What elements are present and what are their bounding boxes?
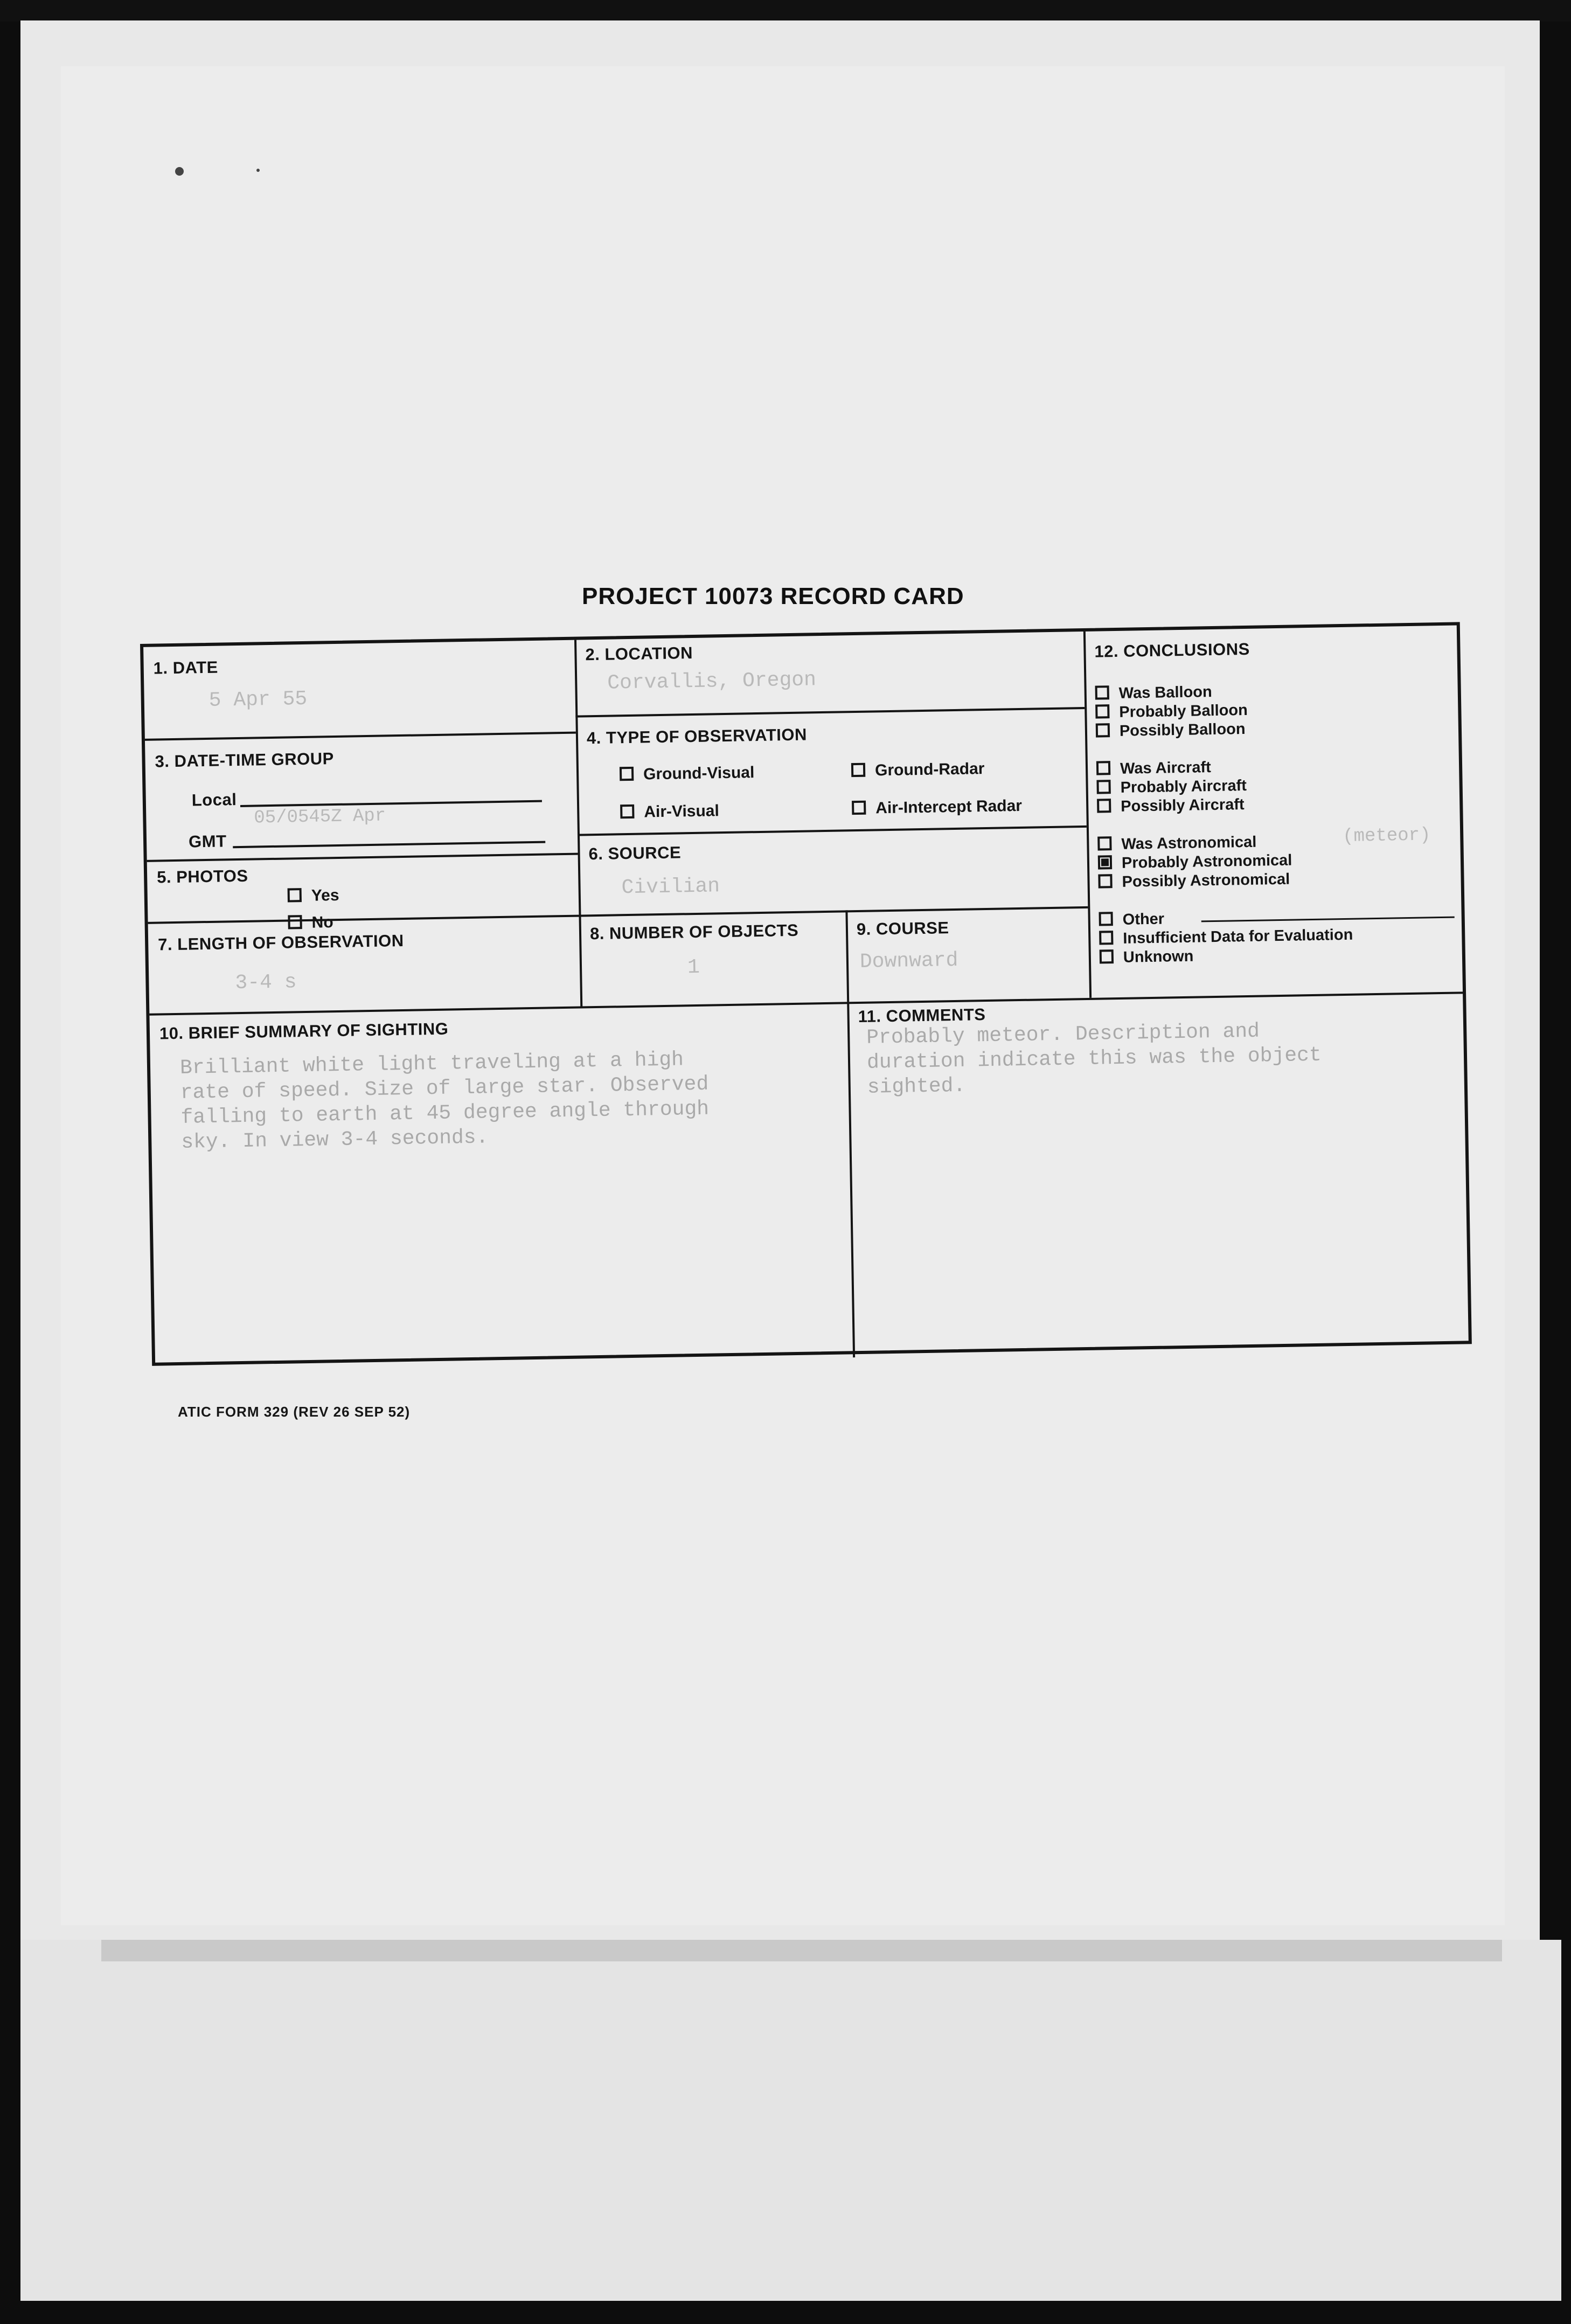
option-air-visual[interactable] [620, 802, 719, 822]
option-label: Yes [311, 886, 339, 905]
checkbox[interactable] [1096, 761, 1110, 775]
option-label: Ground-Visual [643, 764, 755, 783]
option-ground-radar[interactable] [851, 760, 985, 780]
dust-speck [175, 167, 184, 176]
source-value: Civilian [621, 875, 720, 900]
conclusion-label: Other [1122, 910, 1165, 928]
checkbox[interactable] [1095, 704, 1109, 718]
conclusion-option[interactable] [1096, 759, 1211, 779]
divider-row3-mid [579, 906, 1088, 917]
type-of-observation-label: 4. TYPE OF OBSERVATION [586, 725, 808, 748]
summary-text: Brilliant white light traveling at a high rate of speed. Size of large star. Observed falling to earth at 45 degree angle through sky. In view 3-4 seconds. [179, 1048, 710, 1154]
option-label: Air-Intercept Radar [875, 796, 1023, 817]
checkbox[interactable] [620, 804, 634, 818]
next-frame-edge [20, 1940, 1561, 2301]
conclusion-option[interactable] [1095, 702, 1248, 722]
divider-col-objects-course [845, 910, 849, 1002]
course-label: 9. COURSE [856, 918, 949, 939]
location-value: Corvallis, Oregon [607, 668, 817, 695]
date-label: 1. DATE [153, 657, 219, 678]
divider-row2-mid [578, 825, 1087, 836]
conclusion-option[interactable] [1099, 926, 1353, 948]
gmt-label: GMT [188, 831, 227, 851]
conclusion-label: Unknown [1123, 947, 1194, 966]
divider-row2-left [147, 853, 578, 862]
film-strip-shadow [101, 1940, 1502, 1961]
checkbox[interactable] [1097, 836, 1111, 850]
option-label: No [311, 913, 333, 932]
divider-col1 [574, 640, 582, 1007]
checkbox[interactable] [1095, 685, 1109, 699]
conclusion-option[interactable] [1097, 834, 1256, 854]
option-label: Air-Visual [644, 802, 720, 821]
option-ground-visual[interactable] [620, 764, 755, 784]
conclusion-label: Possibly Aircraft [1120, 796, 1245, 815]
conclusion-label: Was Balloon [1118, 683, 1212, 702]
form-number: ATIC FORM 329 (REV 26 SEP 52) [178, 1404, 411, 1420]
comments-text: Probably meteor. Description and duration indicate this was the object sighted. [866, 1019, 1322, 1099]
conclusion-label: Probably Astronomical [1121, 851, 1292, 872]
conclusion-label: Was Aircraft [1120, 759, 1212, 778]
conclusion-option[interactable] [1099, 911, 1164, 929]
gmt-underline [233, 841, 545, 849]
date-time-group-label: 3. DATE-TIME GROUP [155, 749, 335, 771]
course-value: Downward [859, 948, 958, 974]
other-underline [1201, 917, 1455, 922]
photos-no[interactable] [288, 913, 333, 932]
comments-label: 11. COMMENTS [858, 1005, 986, 1026]
option-air-intercept-radar[interactable] [852, 797, 1022, 818]
checkbox[interactable] [288, 915, 302, 929]
number-of-objects-value: 1 [687, 955, 700, 980]
divider-col2 [1083, 632, 1092, 998]
checkbox[interactable] [1096, 723, 1110, 737]
divider-row3-left [148, 915, 579, 924]
conclusion-label: Possibly Astronomical [1122, 870, 1290, 891]
checkbox-checked[interactable] [1098, 855, 1112, 869]
conclusion-option[interactable] [1100, 948, 1194, 967]
summary-label: 10. BRIEF SUMMARY OF SIGHTING [159, 1019, 449, 1043]
local-underline [240, 800, 542, 807]
dust-speck [256, 169, 260, 172]
astronomical-note: (meteor) [1342, 825, 1431, 848]
card-title: PROJECT 10073 RECORD CARD [582, 583, 964, 609]
option-label: Ground-Radar [874, 760, 985, 780]
conclusions-label: 12. CONCLUSIONS [1094, 639, 1250, 661]
conclusion-option[interactable] [1098, 852, 1292, 873]
checkbox[interactable] [620, 767, 634, 781]
checkbox[interactable] [852, 801, 866, 815]
conclusion-option[interactable] [1097, 796, 1245, 816]
conclusion-option[interactable] [1095, 683, 1212, 703]
length-of-observation-value: 3-4 s [235, 970, 297, 995]
checkbox[interactable] [1099, 931, 1113, 945]
checkbox[interactable] [1097, 799, 1111, 813]
conclusion-option[interactable] [1098, 871, 1290, 892]
photos-yes[interactable] [288, 886, 339, 906]
checkbox[interactable] [1099, 912, 1113, 926]
local-label: Local [191, 790, 237, 810]
conclusion-option[interactable] [1096, 720, 1246, 741]
number-of-objects-label: 8. NUMBER OF OBJECTS [589, 920, 799, 944]
conclusion-label: Insufficient Data for Evaluation [1123, 926, 1353, 947]
conclusion-label: Was Astronomical [1121, 833, 1257, 853]
photos-label: 5. PHOTOS [156, 866, 248, 887]
checkbox[interactable] [288, 888, 302, 902]
conclusion-label: Probably Aircraft [1120, 776, 1247, 796]
divider-summary-comments [847, 1002, 855, 1357]
checkbox[interactable] [851, 763, 865, 777]
checkbox[interactable] [1100, 949, 1114, 963]
divider-row1-left [145, 732, 576, 741]
film-edge-top [0, 0, 1571, 22]
conclusion-option[interactable] [1096, 777, 1247, 797]
gmt-value: 05/0545Z Apr [254, 806, 386, 829]
date-value: 5 Apr 55 [208, 687, 308, 712]
location-label: 2. LOCATION [585, 643, 693, 664]
checkbox[interactable] [1096, 780, 1110, 794]
divider-row1-mid [575, 707, 1085, 718]
checkbox[interactable] [1098, 874, 1112, 888]
source-label: 6. SOURCE [588, 843, 682, 864]
divider-row4 [149, 991, 1464, 1015]
conclusion-label: Probably Balloon [1119, 701, 1248, 721]
length-of-observation-label: 7. LENGTH OF OBSERVATION [157, 931, 404, 954]
conclusion-label: Possibly Balloon [1119, 720, 1246, 740]
record-card [140, 622, 1472, 1365]
